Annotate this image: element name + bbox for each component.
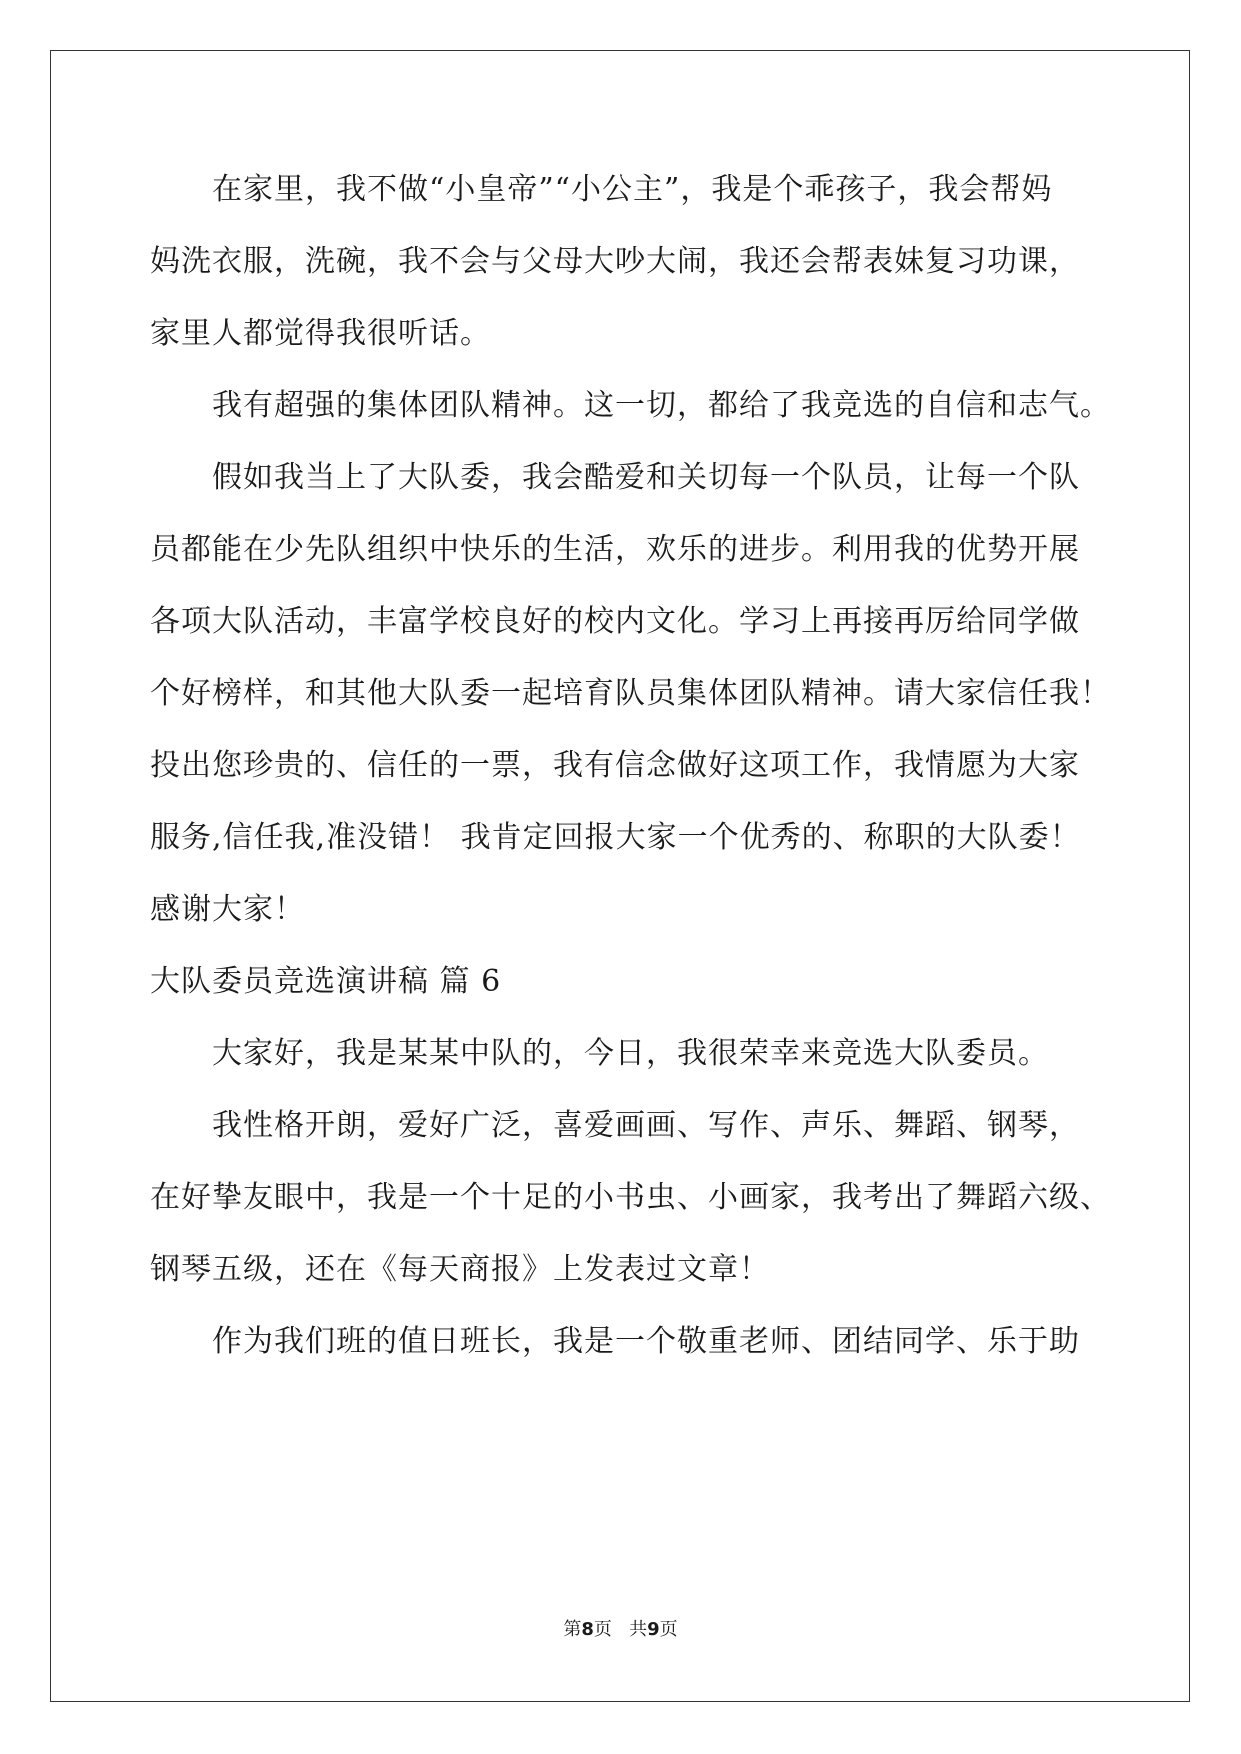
body-line-9: 投出您珍贵的、信任的一票，我有信念做好这项工作，我情愿为大家 <box>150 748 1080 783</box>
body-line-5: 假如我当上了大队委，我会酷爱和关切每一个队员，让每一个队 <box>150 460 1080 495</box>
body-line-7: 各项大队活动，丰富学校良好的校内文化。学习上再接再厉给同学做 <box>150 604 1080 639</box>
body-line-15: 钢琴五级，还在《每天商报》上发表过文章！ <box>150 1252 770 1287</box>
total-pages-number: 9 <box>647 1619 660 1640</box>
section-heading: 大队委员竞选演讲稿 篇 6 <box>150 964 502 999</box>
body-line-11: 感谢大家！ <box>150 892 305 927</box>
body-line-2: 妈洗衣服，洗碗，我不会与父母大吵大闹，我还会帮表妹复习功课， <box>150 244 1080 279</box>
body-line-10: 服务,信任我,准没错！ 我肯定回报大家一个优秀的、称职的大队委！ <box>150 820 1081 855</box>
current-page-number: 8 <box>581 1619 594 1640</box>
body-line-14: 在好挚友眼中，我是一个十足的小书虫、小画家，我考出了舞蹈六级、 <box>150 1180 1111 1215</box>
footer-suffix: 页 <box>659 1619 678 1640</box>
page-border <box>50 50 1190 1702</box>
body-line-1: 在家里，我不做“小皇帝”“小公主”，我是个乖孩子，我会帮妈 <box>150 172 1053 207</box>
footer-prefix: 第 <box>563 1619 582 1640</box>
body-line-3: 家里人都觉得我很听话。 <box>150 316 491 351</box>
body-line-13: 我性格开朗，爱好广泛，喜爱画画、写作、声乐、舞蹈、钢琴， <box>150 1108 1080 1143</box>
body-line-16: 作为我们班的值日班长，我是一个敬重老师、团结同学、乐于助 <box>150 1324 1080 1359</box>
page-footer <box>0 1618 1241 1642</box>
footer-mid: 页 共 <box>593 1619 648 1640</box>
body-line-8: 个好榜样，和其他大队委一起培育队员集体团队精神。请大家信任我！ <box>150 676 1111 711</box>
body-line-12: 大家好，我是某某中队的，今日，我很荣幸来竞选大队委员。 <box>150 1036 1049 1071</box>
body-line-6: 员都能在少先队组织中快乐的生活，欢乐的进步。利用我的优势开展 <box>150 532 1080 567</box>
body-line-4: 我有超强的集体团队精神。这一切，都给了我竞选的自信和志气。 <box>150 388 1111 423</box>
